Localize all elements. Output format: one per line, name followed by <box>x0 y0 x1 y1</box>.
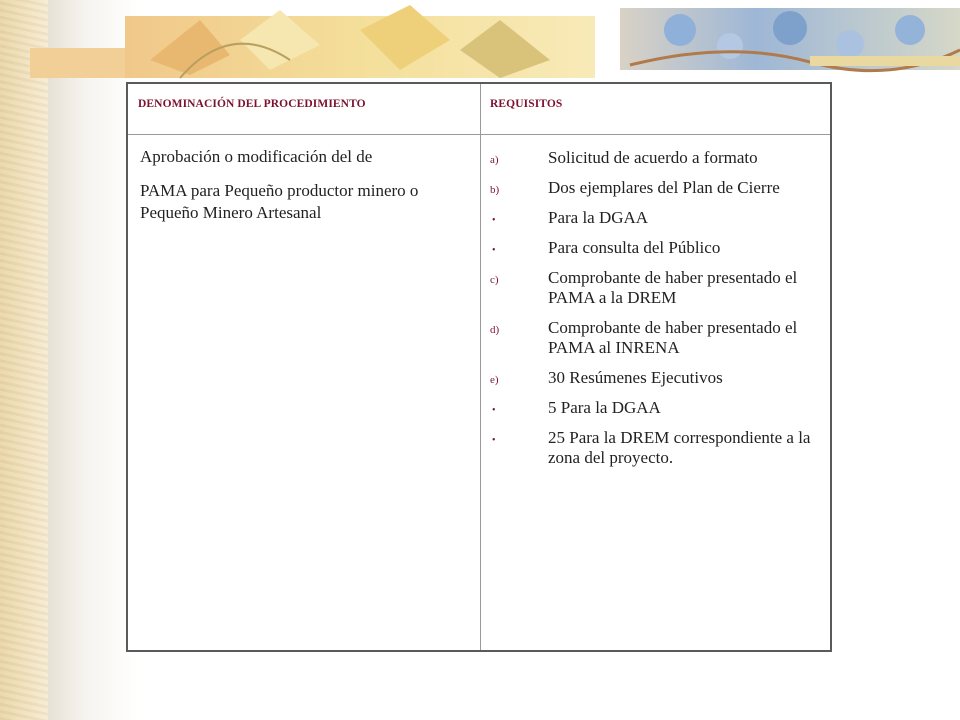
requirement-text: 30 Resúmenes Ejecutivos <box>548 368 723 387</box>
requirement-text: Comprobante de haber presentado el PAMA al INRENA <box>548 318 798 357</box>
requirement-text: 25 Para la DREM correspondiente a la zona del proyecto. <box>548 428 811 467</box>
bullet-icon: • <box>492 435 496 446</box>
decorative-banner <box>30 0 960 82</box>
requirements-list <box>490 148 820 478</box>
procedure-line-1: Aprobación o modificación del de <box>140 147 373 166</box>
list-marker: a) <box>490 154 499 166</box>
requirement-text: Para consulta del Público <box>548 238 721 257</box>
requirement-text: Solicitud de acuerdo a formato <box>548 148 758 167</box>
list-marker: b) <box>490 184 500 196</box>
list-item <box>490 368 820 388</box>
requirement-text: 5 Para la DGAA <box>548 398 661 417</box>
bullet-icon: • <box>492 215 496 226</box>
column-divider <box>480 84 481 650</box>
requirements-table <box>126 82 832 652</box>
requirement-text: Dos ejemplares del Plan de Cierre <box>548 178 780 197</box>
bullet-icon: • <box>492 405 496 416</box>
requirement-text: Para la DGAA <box>548 208 649 227</box>
list-item <box>490 238 820 258</box>
list-item <box>490 428 820 468</box>
list-item <box>490 268 820 308</box>
list-item <box>490 318 820 358</box>
requirement-text: Comprobante de haber presentado el PAMA a la DREM <box>548 268 798 307</box>
page-shadow <box>48 0 138 720</box>
list-item <box>490 178 820 198</box>
list-marker: e) <box>490 374 499 386</box>
list-item <box>490 208 820 228</box>
bullet-icon: • <box>492 245 496 256</box>
list-marker: c) <box>490 274 499 286</box>
list-marker: d) <box>490 324 500 336</box>
header-procedure: DENOMINACIÓN DEL PROCEDIMIENTO <box>138 98 366 110</box>
header-requirements: REQUISITOS <box>490 98 563 110</box>
paper-texture-strip <box>0 0 48 720</box>
procedure-line-2: PAMA para Pequeño productor minero o Pequeño Minero Artesanal <box>140 181 419 222</box>
procedure-cell <box>140 146 470 236</box>
list-item <box>490 148 820 168</box>
list-item <box>490 398 820 418</box>
header-divider <box>128 134 830 135</box>
